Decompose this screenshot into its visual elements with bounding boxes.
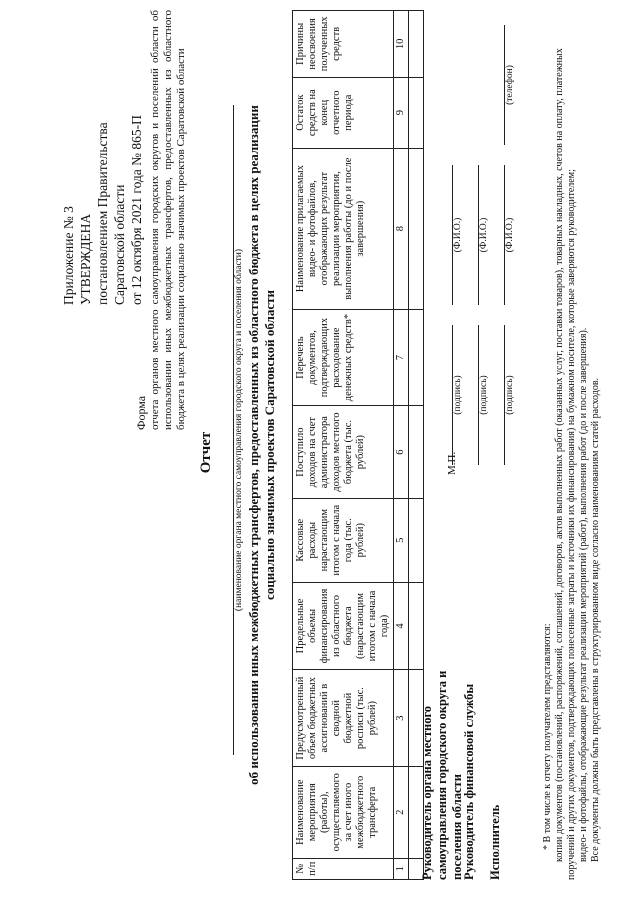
- executor-phone-caption: (телефон): [505, 65, 515, 105]
- col-header-funding-limits: Предельные объемы финансирования из областного бюджета (нарастающим итогом с начала года): [293, 582, 394, 670]
- stamp-place: М.П.: [446, 451, 458, 475]
- table-number-row: [394, 11, 409, 880]
- form-description: [135, 10, 188, 430]
- approval-line-3: от 12 октября 2021 года № 865-П: [129, 115, 144, 305]
- col-header-reasons: Причины неосвоения полученных средств: [293, 11, 394, 78]
- approval-line-1: постановлением Правительства: [95, 122, 110, 305]
- footnote-line-4: Все документы должны быть представлены в структурированном виде согласно наименованиям статей расходов.: [590, 377, 601, 862]
- col-number: 9: [394, 77, 409, 148]
- col-header-media-files: Наименование прилагаемых видео- и фотофайлов, отображающих результат реализации мероприятия, выполнения работы (до и после завершения): [293, 148, 394, 309]
- empty-cell: [409, 406, 424, 498]
- appendix-number: Приложение № 3: [61, 206, 76, 305]
- empty-cell: [409, 11, 424, 78]
- finance-name-field: [464, 165, 489, 305]
- empty-cell: [409, 148, 424, 309]
- col-number: 4: [394, 582, 409, 670]
- col-header-number: № п/п: [293, 858, 394, 879]
- executor-name-caption: (Ф.И.О.): [505, 217, 515, 253]
- empty-cell: [409, 309, 424, 406]
- head-name-caption: (Ф.И.О.): [453, 217, 463, 253]
- col-header-income-received: Поступило доходов на счет администратора доходов местного бюджета (тыс. рублей): [293, 406, 394, 498]
- approval-block: [60, 25, 145, 305]
- org-name-caption: (наименование органа местного самоуправления городского округа и поселения области): [234, 248, 244, 612]
- form-text: отчета органов местного самоуправления городских округов и поселений области об использовании иных межбюджетных трансфертов, предоставленных из областного бюджета в целях реализации социально значимых проектов Саратовской области: [149, 10, 187, 430]
- head-name-field: [438, 165, 463, 305]
- footnote-line-3: видео- и фотофайлы, отображающие результат реализации мероприятий (работ), выполнения работ (до и после завершения).: [578, 327, 589, 862]
- footnotes: [542, 15, 602, 880]
- col-number: 7: [394, 309, 409, 406]
- table-header-row: [293, 11, 394, 880]
- col-header-planned-volume: Предусмотренный объем бюджетных ассигнований в сводной бюджетной росписи (тыс. рублей): [293, 670, 394, 767]
- col-header-balance: Остаток средств на конец отчетного периода: [293, 77, 394, 148]
- approved-stamp: УТВЕРЖДЕНА: [78, 213, 93, 305]
- col-number: 10: [394, 11, 409, 78]
- report-table: [292, 10, 424, 880]
- executor-name-field: [490, 165, 515, 305]
- executor-sign-caption: (подпись): [505, 375, 515, 415]
- footnote-line-1: * В том числе к отчету получателем представляются:: [542, 623, 553, 850]
- col-number: 2: [394, 766, 409, 858]
- col-header-cash-expenses: Кассовые расходы нарастающим итогом с начала года (тыс. рублей): [293, 498, 394, 582]
- finance-sign-caption: (подпись): [479, 375, 489, 415]
- col-number: 8: [394, 148, 409, 309]
- col-header-activity: Наименование мероприятия (работы), осуществляемого за счет иного межбюджетного трансферта: [293, 766, 394, 858]
- head-signature-title: Руководитель органа местного самоуправления городского округа и поселения области: [420, 670, 464, 880]
- subtitle-line-2: социально значимых проектов Саратовской области: [262, 290, 277, 600]
- col-number: 3: [394, 670, 409, 767]
- head-sign-caption: (подпись): [453, 375, 463, 415]
- executor-sign-field: [490, 325, 515, 465]
- head-sign-field: [438, 325, 463, 465]
- report-title: Отчет: [198, 431, 214, 474]
- empty-cell: [409, 498, 424, 582]
- finance-name-caption: (Ф.И.О.): [479, 217, 489, 253]
- subtitle-line-1: об использовании иных межбюджетных трансфертов, предоставленных из областного бюджета в целях реализации: [246, 105, 261, 785]
- executor-phone-field: [490, 25, 515, 145]
- col-header-documents: Перечень документов, подтверждающих расходование денежных средств*: [293, 309, 394, 406]
- footnote-line-2: копии документов (постановлений, распоряжений, соглашений, договоров, актов выполненных работ (оказанных услуг, поставки товаров), товарных накладных, счетов на оплату, платежных поручений и других документов, подтверждающих понесенные затраты и источники их финансирования) на бумажном носителе, которые заверяются руководителем;: [554, 48, 577, 880]
- col-number: 1: [394, 858, 409, 879]
- form-label: Форма: [134, 395, 148, 430]
- report-subtitle: [246, 45, 278, 845]
- col-number: 5: [394, 498, 409, 582]
- org-name-line: [215, 105, 234, 755]
- empty-cell: [409, 77, 424, 148]
- finance-sign-field: [464, 325, 489, 465]
- approval-line-2: Саратовской области: [112, 184, 127, 305]
- executor-signature-title: Исполнитель: [488, 804, 502, 880]
- col-number: 6: [394, 406, 409, 498]
- finance-signature-title: Руководитель финансовой службы: [462, 683, 476, 880]
